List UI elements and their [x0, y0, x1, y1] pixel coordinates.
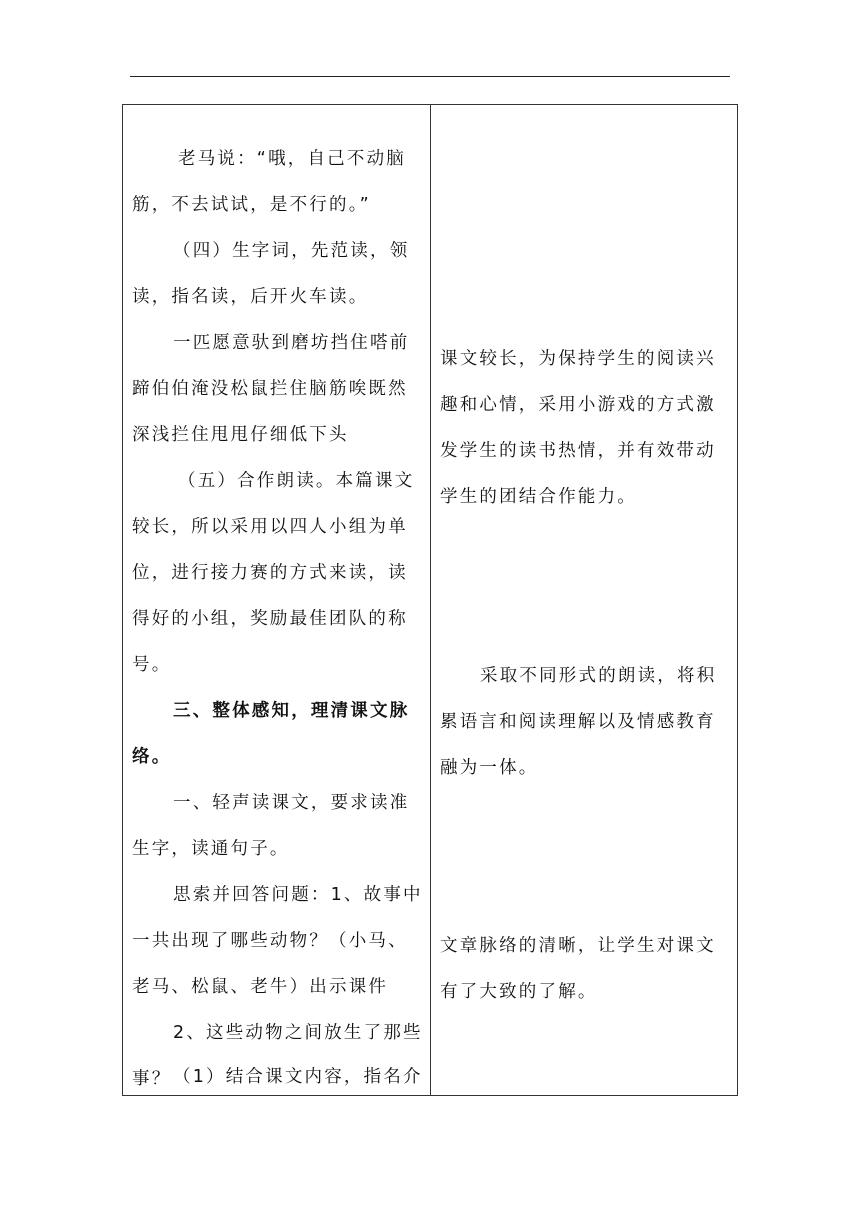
right-line-4: 学生的团结合作能力。 — [440, 487, 637, 507]
right-line-2: 趣和心情，采用小游戏的方式激 — [440, 395, 716, 415]
left-line-20: 2、这些动物之间放生了那些 — [173, 1023, 423, 1043]
left-line-1: 老马说：“哦，自己不动脑 — [178, 149, 406, 169]
left-line-19: 老马、松鼠、老牛）出示课件 — [132, 977, 389, 997]
right-line-5: 采取不同形式的朗读，将积 — [480, 666, 717, 686]
left-line-12: 号。 — [132, 655, 172, 675]
left-line-18: 一共出现了哪些动物？（小马、 — [132, 931, 408, 951]
right-line-9: 有了大致的了解。 — [440, 982, 598, 1002]
right-line-6: 累语言和阅读理解以及情感教育 — [440, 712, 716, 732]
left-line-17: 思索并回答问题：1、故事中 — [173, 885, 423, 905]
right-line-3: 发学生的读书热情，并有效带动 — [440, 441, 716, 461]
header-rule — [130, 76, 730, 77]
section-heading-line-1: 三、整体感知，理清课文脉 — [173, 701, 410, 721]
left-line-7: 深浅拦住甩甩仔细低下头 — [132, 425, 349, 445]
left-line-11: 得好的小组，奖励最佳团队的称 — [132, 609, 408, 629]
section-heading-line-2: 络。 — [132, 747, 172, 767]
left-line-10: 位，进行接力赛的方式来读，读 — [132, 563, 408, 583]
left-line-5: 一匹愿意驮到磨坊挡住嗒前 — [173, 333, 410, 353]
left-line-2: 筋，不去试试，是不行的。” — [132, 195, 371, 215]
lesson-table — [122, 104, 738, 1096]
column-divider — [430, 105, 431, 1095]
left-line-15: 一、轻声读课文，要求读准 — [173, 793, 410, 813]
left-line-6: 蹄伯伯淹没松鼠拦住脑筋唉既然 — [132, 379, 408, 399]
right-line-7: 融为一体。 — [440, 758, 539, 778]
right-line-8: 文章脉络的清晰，让学生对课文 — [440, 936, 716, 956]
left-line-3: （四）生字词，先范读，领 — [173, 241, 410, 261]
left-line-9: 较长，所以采用以四人小组为单 — [132, 517, 408, 537]
left-line-21: 事？ — [132, 1069, 172, 1089]
left-line-16: 生字，读通句子。 — [132, 839, 290, 859]
left-line-8: （五）合作朗读。本篇课文 — [178, 471, 415, 491]
left-line-4: 读，指名读，后开火车读。 — [132, 287, 369, 307]
right-line-1: 课文较长，为保持学生的阅读兴 — [440, 349, 716, 369]
left-line-22: （1）结合课文内容，指名介 — [173, 1067, 423, 1087]
